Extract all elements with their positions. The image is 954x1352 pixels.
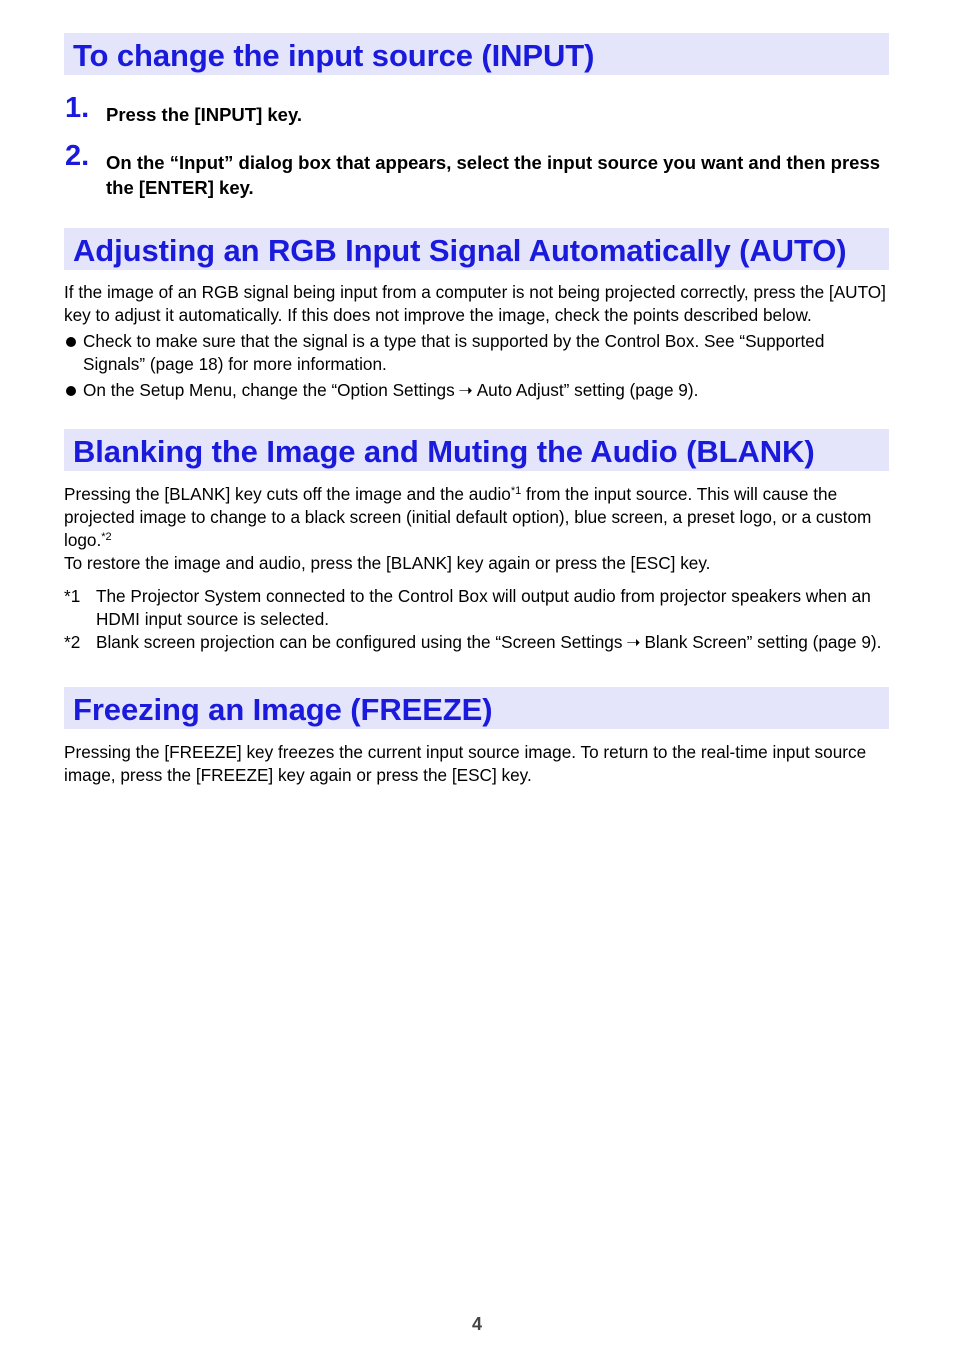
step-1	[64, 92, 889, 127]
heading-freeze: Freezing an Image (FREEZE)	[73, 691, 493, 727]
freeze-paragraph: Pressing the [FREEZE] key freezes the current input source image. To return to the real-time input source image, press the [FREEZE] key again or press the [ESC] key.	[64, 742, 867, 785]
bullet-text: Check to make sure that the signal is a type that is supported by the Control Box. See “Supported Signals” (page 18) for more information.	[83, 331, 825, 374]
step-text: On the “Input” dialog box that appears, select the input source you want and then press the [ENTER] key.	[106, 152, 881, 198]
step-number: 2.	[65, 140, 90, 172]
section-heading-freeze	[64, 687, 889, 729]
arrow-right-icon: ➝	[626, 632, 641, 652]
footnote-text: The Projector System connected to the Control Box will output audio from projector speakers when an HDMI input source is selected.	[96, 586, 871, 629]
blank-paragraph-2: To restore the image and audio, press the [BLANK] key again or press the [ESC] key.	[64, 553, 711, 573]
footnote-text-before: Blank screen projection can be configured using the “Screen Settings	[96, 632, 623, 652]
bullet-icon	[66, 337, 76, 347]
section-heading-auto	[64, 228, 889, 270]
step-number: 1.	[65, 92, 90, 124]
section-heading-input	[64, 33, 889, 75]
footnote-ref-1: *1	[510, 485, 522, 497]
blank-text-b: from the input source. This will cause the projected image to change to a black screen (initial default option), blue screen, a preset logo, or a custom logo.	[64, 484, 872, 550]
bullet-icon	[66, 386, 76, 396]
heading-input: To change the input source (INPUT)	[73, 37, 595, 73]
section-heading-blank	[64, 429, 889, 471]
auto-bullet-2	[64, 379, 889, 402]
footnote-2	[64, 631, 889, 654]
auto-bullet-1	[64, 330, 889, 376]
bullet-text-after: Auto Adjust” setting (page 9).	[476, 380, 699, 400]
bullet-text-before: On the Setup Menu, change the “Option Settings	[83, 380, 455, 400]
auto-intro: If the image of an RGB signal being input from a computer is not being projected correctly, press the [AUTO] key to adjust it automatically. If this does not improve the image, check the points described below.	[64, 282, 886, 325]
blank-text-a: Pressing the [BLANK] key cuts off the image and the audio	[64, 484, 511, 504]
footnote-1	[64, 585, 889, 631]
footnote-text-after: Blank Screen” setting (page 9).	[644, 632, 882, 652]
step-text: Press the [INPUT] key.	[106, 104, 303, 125]
heading-blank: Blanking the Image and Muting the Audio (BLANK)	[73, 433, 815, 469]
footnote-mark: *2	[64, 632, 81, 652]
page-content	[64, 33, 889, 787]
page-number: 4	[471, 1314, 482, 1334]
heading-auto: Adjusting an RGB Input Signal Automatically (AUTO)	[73, 232, 847, 268]
footnote-ref-2: *2	[101, 531, 112, 543]
step-2	[64, 140, 889, 200]
blank-paragraph-1	[64, 483, 889, 552]
footnote-mark: *1	[64, 586, 81, 606]
arrow-right-icon: ➝	[458, 380, 473, 400]
